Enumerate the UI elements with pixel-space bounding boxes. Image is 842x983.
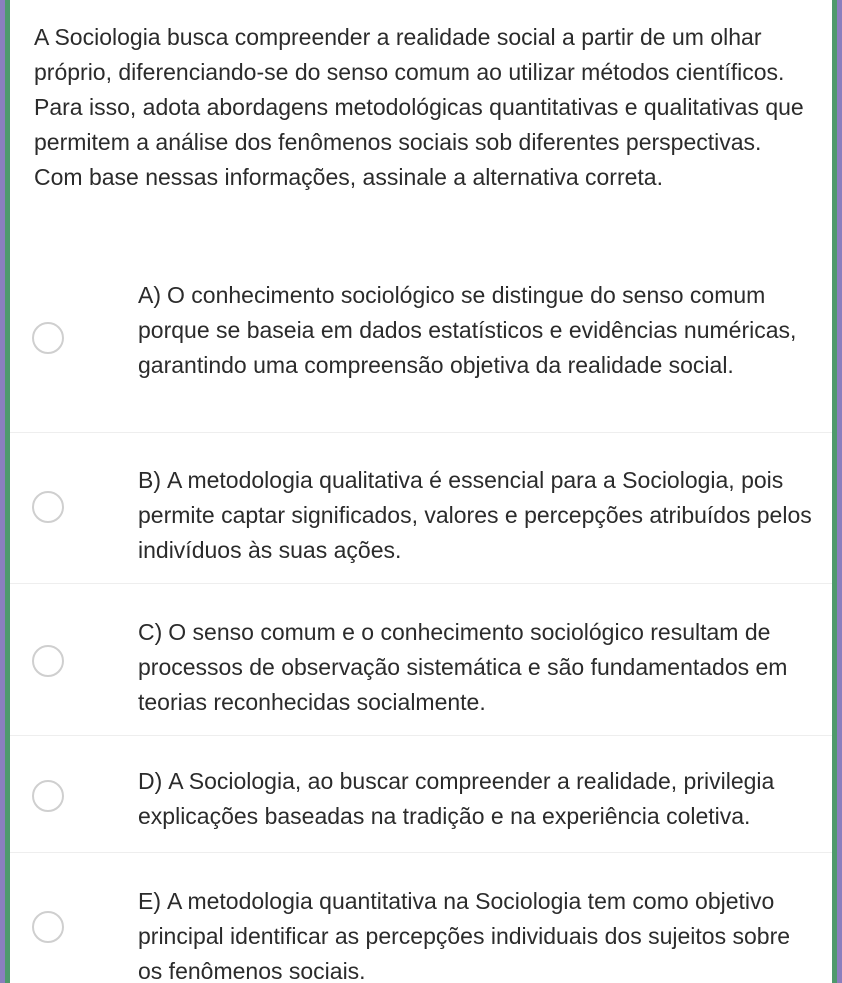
option-e[interactable] bbox=[10, 853, 832, 983]
option-d-content bbox=[138, 764, 818, 834]
option-e-radio[interactable] bbox=[32, 911, 64, 943]
option-a[interactable] bbox=[10, 258, 832, 433]
option-d-radio[interactable] bbox=[32, 780, 64, 812]
option-c-content bbox=[138, 615, 818, 720]
option-c[interactable] bbox=[10, 584, 832, 736]
right-stripe-purple bbox=[837, 0, 842, 983]
option-d[interactable] bbox=[10, 736, 832, 853]
option-a-content bbox=[138, 278, 818, 383]
option-b[interactable] bbox=[10, 433, 832, 584]
option-a-letter: A) bbox=[138, 282, 161, 308]
question-text: A Sociologia busca compreender a realidade social a partir de um olhar próprio, diferenciando-se do senso comum ao utilizar métodos científicos. Para isso, adota abordagens metodológicas quantitativas e qualitativas que permitem a análise dos fenômenos sociais sob diferentes perspectivas. Com base nessas informações, assinale a alternativa correta. bbox=[34, 24, 804, 190]
option-e-letter: E) bbox=[138, 888, 161, 914]
option-b-radio[interactable] bbox=[32, 491, 64, 523]
option-a-text: O conhecimento sociológico se distingue do senso comum porque se baseia em dados estatísticos e evidências numéricas, garantindo uma compreensão objetiva da realidade social. bbox=[138, 282, 797, 378]
option-c-radio[interactable] bbox=[32, 645, 64, 677]
right-border-stripe bbox=[832, 0, 842, 983]
question-card bbox=[10, 0, 832, 983]
option-e-text: A metodologia quantitativa na Sociologia tem como objetivo principal identificar as percepções individuais dos sujeitos sobre os fenômenos sociais. bbox=[138, 888, 791, 983]
option-b-content bbox=[138, 463, 818, 568]
option-c-letter: C) bbox=[138, 619, 163, 645]
left-border-stripe bbox=[0, 0, 10, 983]
option-b-text: A metodologia qualitativa é essencial para a Sociologia, pois permite captar significados, valores e percepções atribuídos pelos indivíduos às suas ações. bbox=[138, 467, 812, 563]
option-c-text: O senso comum e o conhecimento sociológico resultam de processos de observação sistemática e são fundamentados em teorias reconhecidas socialmente. bbox=[138, 619, 788, 715]
option-b-letter: B) bbox=[138, 467, 161, 493]
option-e-content bbox=[138, 884, 818, 983]
option-d-letter: D) bbox=[138, 768, 163, 794]
option-a-radio[interactable] bbox=[32, 322, 64, 354]
option-d-text: A Sociologia, ao buscar compreender a realidade, privilegia explicações baseadas na tradição e na experiência coletiva. bbox=[138, 768, 775, 829]
